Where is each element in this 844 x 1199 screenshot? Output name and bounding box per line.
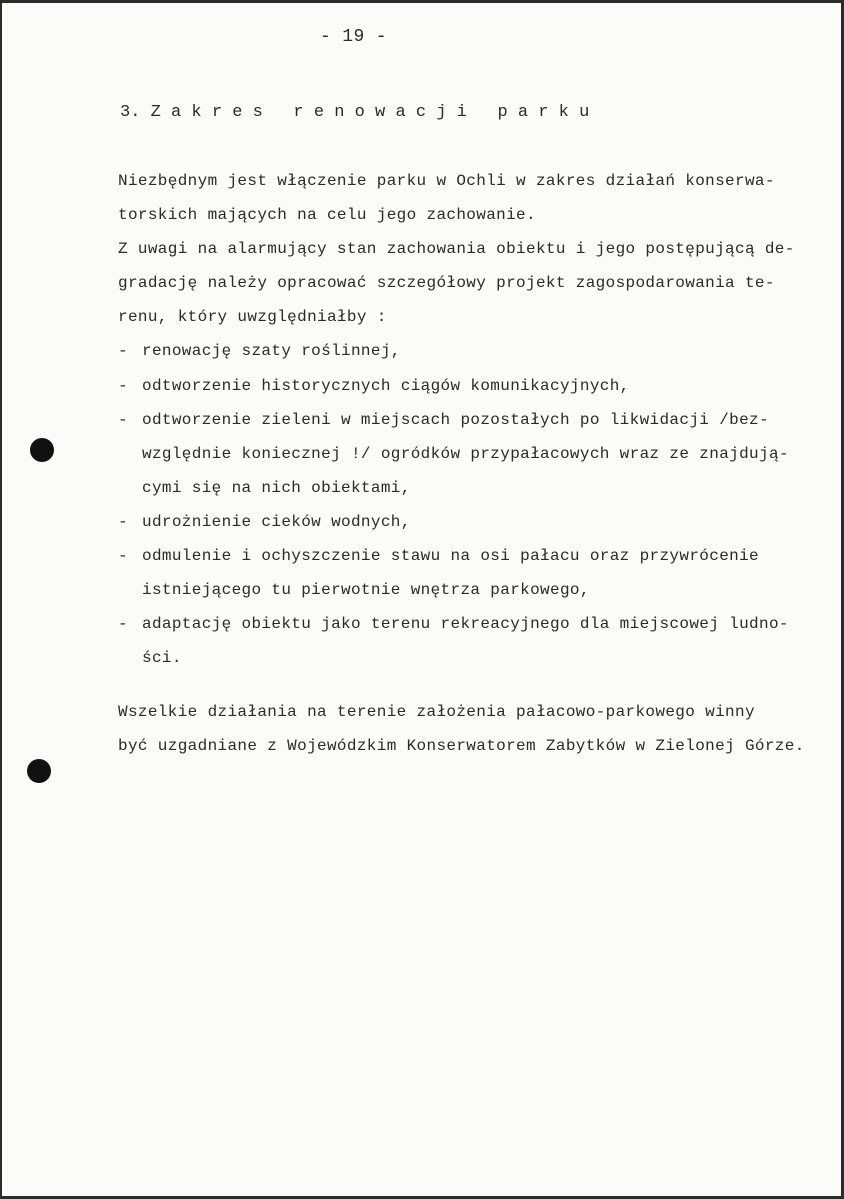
list-item: renowację szaty roślinnej, bbox=[142, 342, 401, 360]
paragraph-line: być uzgadniane z Wojewódzkim Konserwatorem Zabytków w Zielonej Górze. bbox=[118, 737, 805, 755]
paragraph-line: torskich mających na celu jego zachowanie. bbox=[118, 206, 536, 224]
section-title: 3. Z a k r e s r e n o w a c j i p a r k u bbox=[120, 103, 590, 122]
list-item: odmulenie i ochyszczenie stawu na osi pałacu oraz przywrócenie bbox=[142, 547, 759, 565]
list-item: odtworzenie historycznych ciągów komunikacyjnych, bbox=[142, 377, 630, 395]
list-item: odtworzenie zieleni w miejscach pozostałych po likwidacji /bez- bbox=[142, 411, 769, 429]
scan-border-top bbox=[0, 0, 844, 3]
paragraph-line: Z uwagi na alarmujący stan zachowania obiektu i jego postępującą de- bbox=[118, 240, 795, 258]
list-item-marker: - bbox=[118, 547, 128, 565]
punch-hole-icon bbox=[30, 438, 54, 462]
list-item-marker: - bbox=[118, 513, 128, 531]
list-item-marker: - bbox=[118, 377, 128, 395]
page-number: - 19 - bbox=[320, 27, 387, 47]
list-item-marker: - bbox=[118, 411, 128, 429]
paragraph-line: Wszelkie działania na terenie założenia pałacowo-parkowego winny bbox=[118, 703, 755, 721]
list-item: ści. bbox=[142, 649, 182, 667]
punch-hole-icon bbox=[27, 759, 51, 783]
list-item: względnie koniecznej !/ ogródków przypałacowych wraz ze znajdują- bbox=[142, 445, 789, 463]
paragraph-line: Niezbędnym jest włączenie parku w Ochli w zakres działań konserwa- bbox=[118, 172, 775, 190]
list-item: adaptację obiektu jako terenu rekreacyjnego dla miejscowej ludno- bbox=[142, 615, 789, 633]
list-item-marker: - bbox=[118, 342, 128, 360]
list-item-marker: - bbox=[118, 615, 128, 633]
list-item: udrożnienie cieków wodnych, bbox=[142, 513, 411, 531]
paragraph-line: renu, który uwzględniałby : bbox=[118, 308, 387, 326]
scan-border-left bbox=[0, 0, 2, 1199]
list-item: cymi się na nich obiektami, bbox=[142, 479, 411, 497]
list-item: istniejącego tu pierwotnie wnętrza parkowego, bbox=[142, 581, 590, 599]
paragraph-line: gradację należy opracować szczegółowy projekt zagospodarowania te- bbox=[118, 274, 775, 292]
